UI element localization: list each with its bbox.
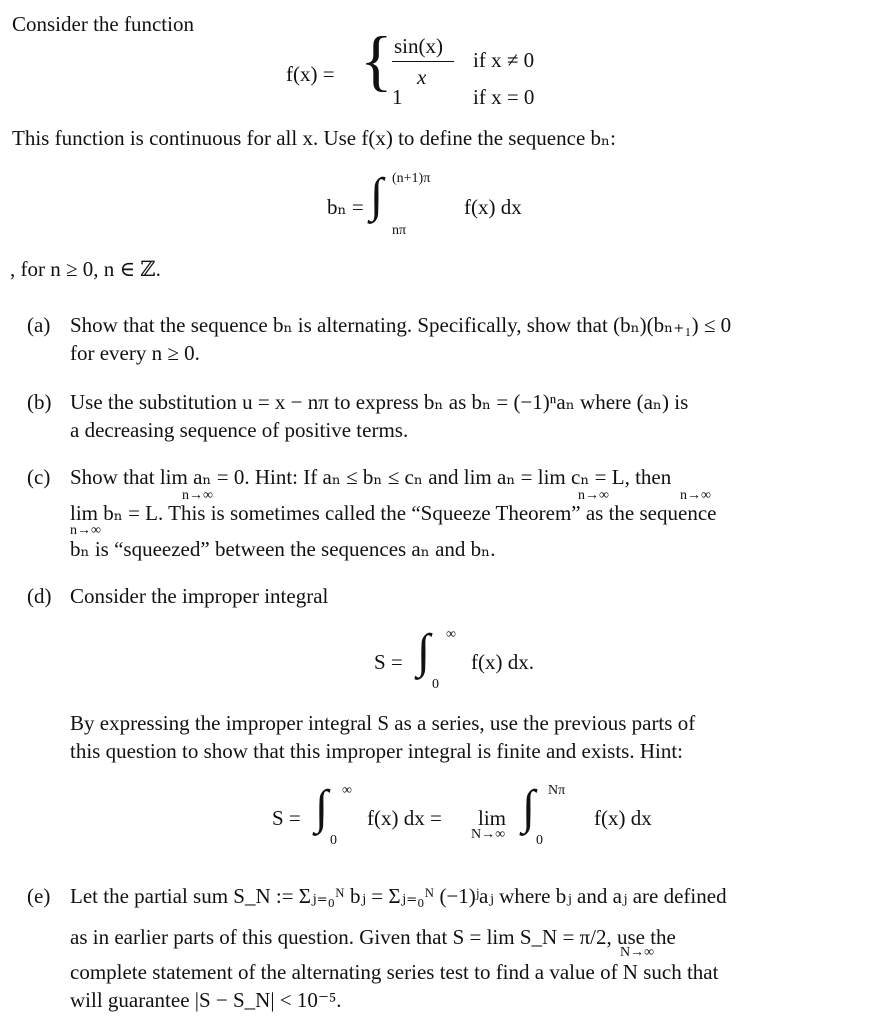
bn-lhs: bₙ =	[327, 195, 364, 219]
part-b-line2: a decreasing sequence of positive terms.	[70, 418, 409, 442]
fraction-numerator: sin(x)	[394, 34, 443, 58]
eq1-integrand: f(x) dx.	[471, 650, 534, 674]
case-one-condition: if x ≠ 0	[473, 48, 535, 72]
eq2-integrand-2: f(x) dx	[594, 806, 652, 830]
left-brace: {	[360, 22, 393, 98]
part-d-line1: Consider the improper integral	[70, 584, 329, 608]
bn-integrand: f(x) dx	[464, 195, 522, 219]
fraction-bar	[392, 61, 454, 62]
part-c-limsub-2: n→∞	[578, 488, 609, 503]
part-e-line1: Let the partial sum S_N := Σⱼ₌₀ᴺ bⱼ = Σⱼ₌₀ᴺ (−1)ʲaⱼ where bⱼ and aⱼ are defined	[70, 884, 727, 908]
eq2-upper-2: Nπ	[548, 783, 566, 798]
part-c-limsub-4: n→∞	[70, 523, 101, 538]
part-d-para1: By expressing the improper integral S as a series, use the previous parts of	[70, 711, 696, 735]
eq2-limsub: N→∞	[471, 827, 506, 842]
part-c-line2: lim bₙ = L. This is sometimes called the “Squeeze Theorem” as the sequence	[70, 501, 717, 525]
part-c-limsub-1: n→∞	[182, 488, 213, 503]
eq1-lower: 0	[432, 677, 439, 692]
eq2-lower-2: 0	[536, 833, 543, 848]
part-e-limsub: N→∞	[620, 945, 655, 960]
part-c-line1: Show that lim aₙ = 0. Hint: If aₙ ≤ bₙ ≤ cₙ and lim aₙ = lim cₙ = L, then	[70, 465, 672, 489]
eq1-lhs: S =	[374, 650, 403, 674]
part-d-para2: this question to show that this improper integral is finite and exists. Hint:	[70, 739, 684, 763]
piecewise-lhs: f(x) =	[286, 62, 335, 86]
part-e-line4: will guarantee |S − S_N| < 10⁻⁵.	[70, 988, 342, 1012]
case-two-value: 1	[392, 85, 403, 109]
continuity-text: This function is continuous for all x. Use f(x) to define the sequence bₙ:	[12, 126, 616, 150]
bn-lower-limit: nπ	[392, 223, 407, 238]
eq2-upper-1: ∞	[342, 783, 352, 798]
part-b-label: (b)	[27, 390, 52, 414]
eq2-integral-sign-2: ∫	[522, 781, 536, 834]
part-c-label: (c)	[27, 465, 51, 489]
eq2-mid: f(x) dx =	[367, 806, 442, 830]
domain-note: , for n ≥ 0, n ∈ ℤ.	[10, 257, 161, 281]
part-b-line1: Use the substitution u = x − nπ to express bₙ as bₙ = (−1)ⁿaₙ where (aₙ) is	[70, 390, 689, 414]
part-e-line3: complete statement of the alternating series test to find a value of N such that	[70, 960, 719, 984]
eq2-integral-sign-1: ∫	[315, 781, 329, 834]
eq2-lim: lim	[478, 806, 507, 830]
eq2-lower-1: 0	[330, 833, 337, 848]
part-e-line2: as in earlier parts of this question. Given that S = lim S_N = π/2, use the	[70, 925, 676, 949]
part-c-line3: bₙ is “squeezed” between the sequences aₙ and bₙ.	[70, 537, 496, 561]
case-two-condition: if x = 0	[473, 85, 535, 109]
intro-text: Consider the function	[12, 12, 194, 36]
eq1-integral-sign: ∫	[417, 625, 431, 678]
part-c-limsub-3: n→∞	[680, 488, 711, 503]
part-e-label: (e)	[27, 884, 51, 908]
eq1-upper: ∞	[446, 627, 456, 642]
part-a-line2: for every n ≥ 0.	[70, 341, 200, 365]
eq2-lhs: S =	[272, 806, 301, 830]
part-a-line1: Show that the sequence bₙ is alternating. Specifically, show that (bₙ)(bₙ₊₁) ≤ 0	[70, 313, 732, 337]
part-d-label: (d)	[27, 584, 52, 608]
part-a-label: (a)	[27, 313, 51, 337]
fraction-denominator: x	[417, 65, 427, 89]
integral-sign: ∫	[370, 169, 384, 222]
bn-upper-limit: (n+1)π	[392, 171, 431, 186]
